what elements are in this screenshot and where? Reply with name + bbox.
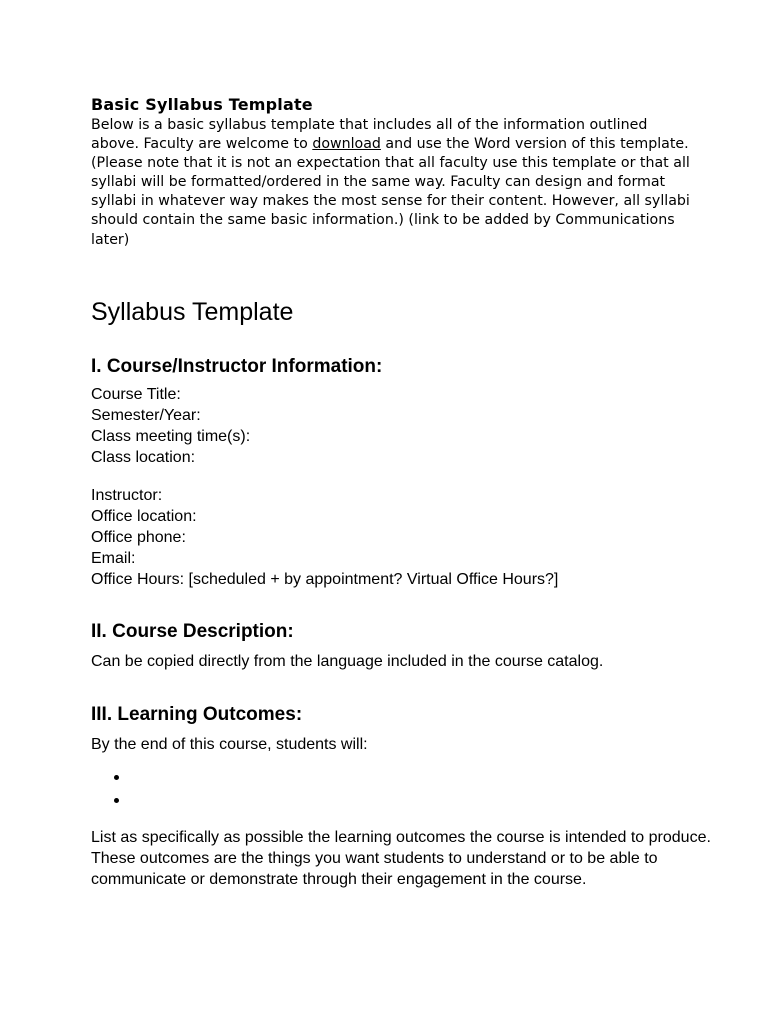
page-title: Syllabus Template [91, 298, 294, 326]
intro-text-before-link: Below is a basic syllabus template that includes all of the information outlined above. Faculty are welcome to [91, 117, 648, 153]
learning-outcomes-list [91, 769, 711, 815]
course-fields [91, 384, 711, 468]
section-heading-course-instructor: I. Course/Instructor Information: [91, 356, 383, 377]
download-link[interactable]: download [312, 136, 381, 153]
intro-heading: Basic Syllabus Template [91, 95, 313, 114]
field-office-phone: Office phone: [91, 529, 186, 546]
field-class-meeting-times: Class meeting time(s): [91, 428, 251, 445]
list-item [91, 769, 711, 792]
field-email: Email: [91, 550, 136, 567]
field-course-title: Course Title: [91, 386, 181, 403]
field-class-location: Class location: [91, 449, 196, 466]
syllabus-template [91, 296, 711, 890]
field-office-location: Office location: [91, 508, 197, 525]
intro-text-after-link: and use the Word version of this template. (Please note that it is not an expectation that all faculty use this template or that all syllabi will be formatted/ordered in the same way. Faculty can design and format syllabi in whatever way makes the most sense for their content. However, all syllabi should contain the same basic information.) (link to be added by Communications later) [91, 136, 690, 248]
field-instructor: Instructor: [91, 487, 163, 504]
learning-outcomes-intro: By the end of this course, students will: [91, 736, 368, 753]
intro-block [91, 94, 691, 250]
list-item [91, 792, 711, 815]
field-office-hours: Office Hours: [scheduled + by appointment? Virtual Office Hours?] [91, 571, 559, 588]
section-heading-course-description: II. Course Description: [91, 621, 294, 642]
instructor-fields [91, 485, 711, 590]
learning-outcomes-note: List as specifically as possible the learning outcomes the course is intended to produce. These outcomes are the things you want students to understand or to be able to communicate or demonstrate through their engagement in the course. [91, 829, 711, 888]
section-heading-learning-outcomes: III. Learning Outcomes: [91, 704, 303, 725]
bullet-icon [114, 775, 119, 780]
bullet-icon [114, 798, 119, 803]
course-description-text: Can be copied directly from the language included in the course catalog. [91, 653, 604, 670]
intro-paragraph [91, 116, 691, 250]
field-semester-year: Semester/Year: [91, 407, 201, 424]
